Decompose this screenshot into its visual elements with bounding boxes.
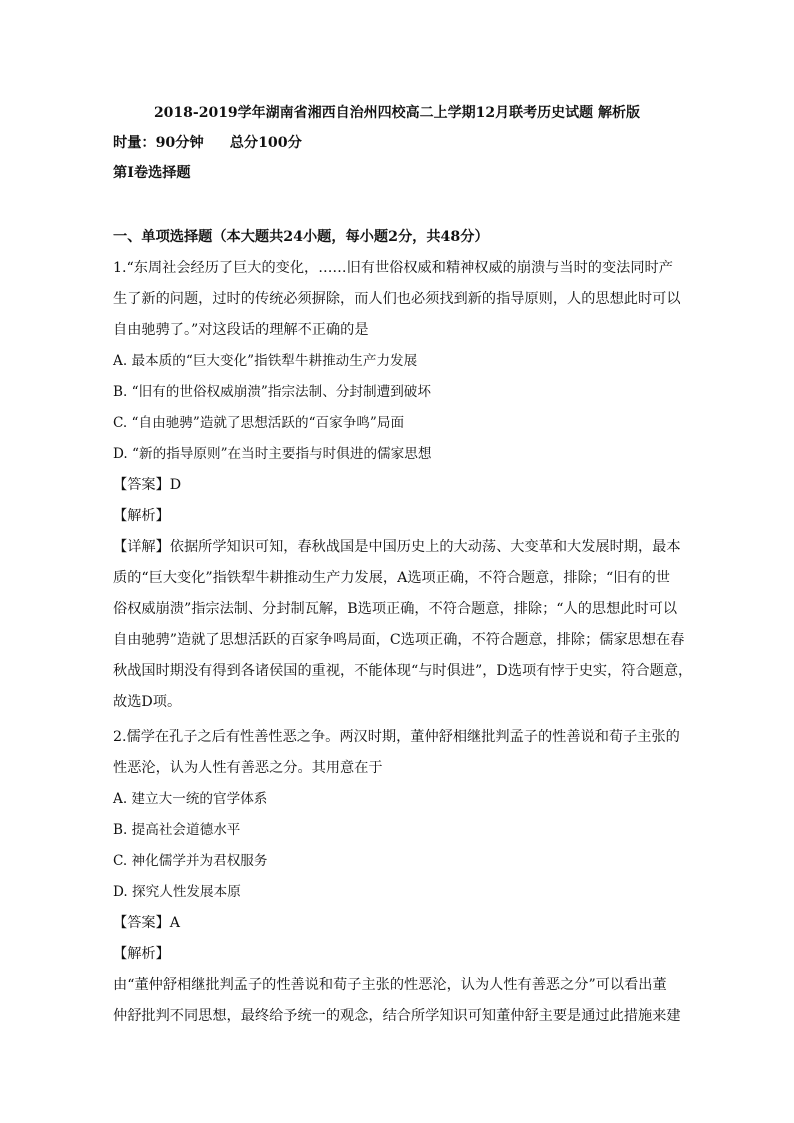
exam-info bbox=[113, 133, 688, 153]
q1-stem-line: 自由驰骋了。”对这段话的理解不正确的是 bbox=[113, 322, 369, 338]
q2-analysis-label: 【解析】 bbox=[113, 946, 170, 962]
q2-option-d: D. 探究人性发展本原 bbox=[113, 884, 241, 900]
q1-detail-line: 自由驰骋”造就了思想活跃的百家争鸣局面，C选项正确，不符合题意，排除；儒家思想在春 bbox=[113, 632, 685, 648]
q2-answer: 【答案】A bbox=[113, 915, 180, 931]
q1-option-d: D. “新的指导原则”在当时主要指与时俱进的儒家思想 bbox=[113, 446, 432, 462]
q1-option-b: B. “旧有的世俗权威崩溃”指宗法制、分封制遭到破坏 bbox=[113, 384, 431, 400]
q1-detail-line: 【详解】依据所学知识可知，春秋战国是中国历史上的大动荡、大变革和大发展时期，最本 bbox=[113, 539, 681, 555]
q2-stem-line: 性恶沦，认为人性有善恶之分。其用意在于 bbox=[113, 760, 383, 776]
q1-option-c: C. “自由驰骋”造就了思想活跃的“百家争鸣”局面 bbox=[113, 415, 405, 431]
q2-option-c: C. 神化儒学并为君权服务 bbox=[113, 853, 268, 869]
q1-detail-line: 质的“巨大变化”指铁犁牛耕推动生产力发展，A选项正确，不符合题意，排除；“旧有的世 bbox=[113, 570, 670, 586]
q1-stem-line: 1.“东周社会经历了巨大的变化，……旧有世俗权威和精神权威的崩溃与当时的变法同时产 bbox=[113, 260, 673, 276]
volume-title: 第Ⅰ卷选择题 bbox=[113, 165, 191, 181]
q2-option-a: A. 建立大一统的官学体系 bbox=[113, 791, 268, 807]
q2-detail-line: 仲舒批判不同思想，最终给予统一的观念，结合所学知识可知董仲舒主要是通过此措施来建 bbox=[113, 1008, 681, 1024]
q1-detail-line: 故选D项。 bbox=[113, 694, 182, 710]
q1-detail-line: 秋战国时期没有得到各诸侯国的重视，不能体现“与时俱进”，D选项有悖于史实，符合题意， bbox=[113, 663, 693, 679]
q2-detail-line: 由“董仲舒相继批判孟子的性善说和荀子主张的性恶沦，认为人性有善恶之分”可以看出董 bbox=[113, 977, 667, 993]
q1-option-a: A. 最本质的“巨大变化”指铁犁牛耕推动生产力发展 bbox=[113, 353, 418, 369]
q1-analysis-label: 【解析】 bbox=[113, 508, 170, 524]
document-title: 2018-2019学年湖南省湘西自治州四校高二上学期12月联考历史试题 解析版 bbox=[153, 105, 641, 121]
q1-answer: 【答案】D bbox=[113, 477, 182, 493]
q2-option-b: B. 提高社会道德水平 bbox=[113, 822, 241, 838]
q1-stem-line: 生了新的问题，过时的传统必须摒除，而人们也必须找到新的指导原则，人的思想此时可以 bbox=[113, 291, 681, 307]
time-label: 时量：90分钟 bbox=[113, 135, 204, 151]
score-label: 总分100分 bbox=[229, 135, 302, 151]
q2-stem-line: 2.儒学在孔子之后有性善性恶之争。两汉时期，董仲舒相继批判孟子的性善说和荀子主张的 bbox=[113, 729, 680, 745]
q1-detail-line: 俗权威崩溃”指宗法制、分封制瓦解，B选项正确，不符合题意，排除；“人的思想此时可以 bbox=[113, 601, 678, 617]
section-title: 一、单项选择题（本大题共24小题，每小题2分，共48分） bbox=[113, 229, 489, 245]
